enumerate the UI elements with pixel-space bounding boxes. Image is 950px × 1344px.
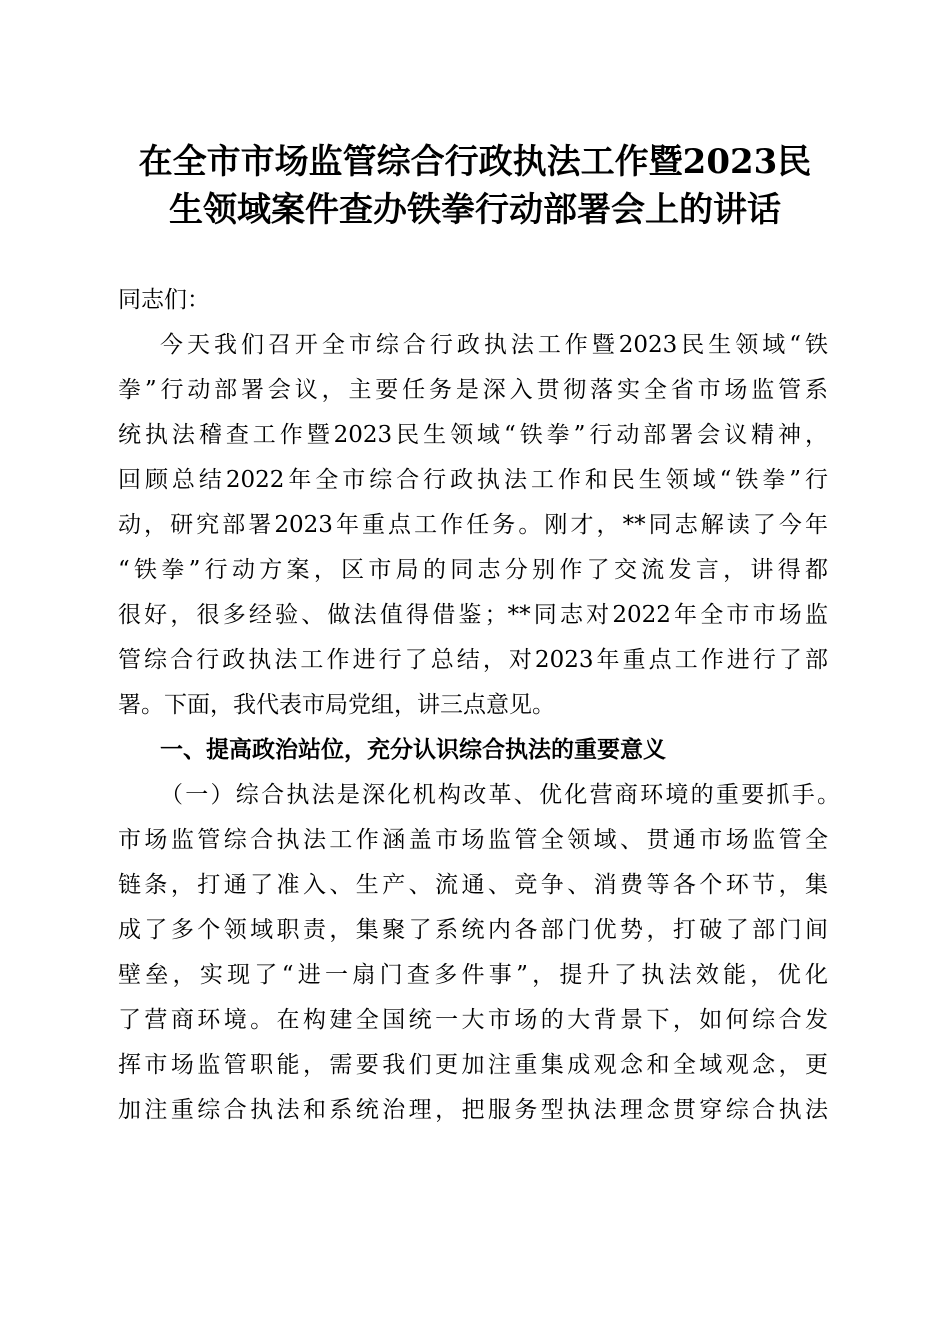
paragraph-1-line: 回顾总结2022年全市综合行政执法工作和民生领域“铁拳”行 <box>118 467 828 493</box>
paragraph-2-line: 加注重综合执法和系统治理，把服务型执法理念贯穿综合执法 <box>118 1097 828 1123</box>
document-title-line-1: 在全市市场监管综合行政执法工作暨2023民 <box>138 142 812 182</box>
paragraph-1-line: 拳”行动部署会议，主要任务是深入贯彻落实全省市场监管系 <box>118 377 828 403</box>
paragraph-2-line: 挥市场监管职能，需要我们更加注重集成观念和全域观念，更 <box>118 1052 828 1078</box>
paragraph-2-line: 链条，打通了准入、生产、流通、竞争、消费等各个环节，集 <box>118 872 828 898</box>
paragraph-1-line: 很好，很多经验、做法值得借鉴；**同志对2022年全市市场监 <box>118 602 828 628</box>
paragraph-2-line: 成了多个领域职责，集聚了系统内各部门优势，打破了部门间 <box>118 917 828 943</box>
section-heading-1: 一、提高政治站位，充分认识综合执法的重要意义 <box>160 737 666 763</box>
paragraph-2-line: 市场监管综合执法工作涵盖市场监管全领域、贯通市场监管全 <box>118 827 828 853</box>
document-title-line-2: 生领域案件查办铁拳行动部署会上的讲话 <box>169 190 781 230</box>
paragraph-1-line: 署。下面，我代表市局党组，讲三点意见。 <box>118 692 555 718</box>
paragraph-1-line: 今天我们召开全市综合行政执法工作暨2023民生领域“铁 <box>160 332 828 358</box>
salutation: 同志们： <box>118 287 210 313</box>
paragraph-2-line: 了营商环境。在构建全国统一大市场的大背景下，如何综合发 <box>118 1007 828 1033</box>
paragraph-1-line: “铁拳”行动方案，区市局的同志分别作了交流发言，讲得都 <box>118 557 828 583</box>
paragraph-1-line: 统执法稽查工作暨2023民生领域“铁拳”行动部署会议精神， <box>118 422 828 448</box>
paragraph-1-line: 管综合行政执法工作进行了总结，对2023年重点工作进行了部 <box>118 647 828 673</box>
paragraph-2-line: 壁垒，实现了“进一扇门查多件事”，提升了执法效能，优化 <box>118 962 828 988</box>
paragraph-1-line: 动，研究部署2023年重点工作任务。刚才，**同志解读了今年 <box>118 512 828 538</box>
paragraph-2-line: （一）综合执法是深化机构改革、优化营商环境的重要抓手。 <box>160 782 840 808</box>
